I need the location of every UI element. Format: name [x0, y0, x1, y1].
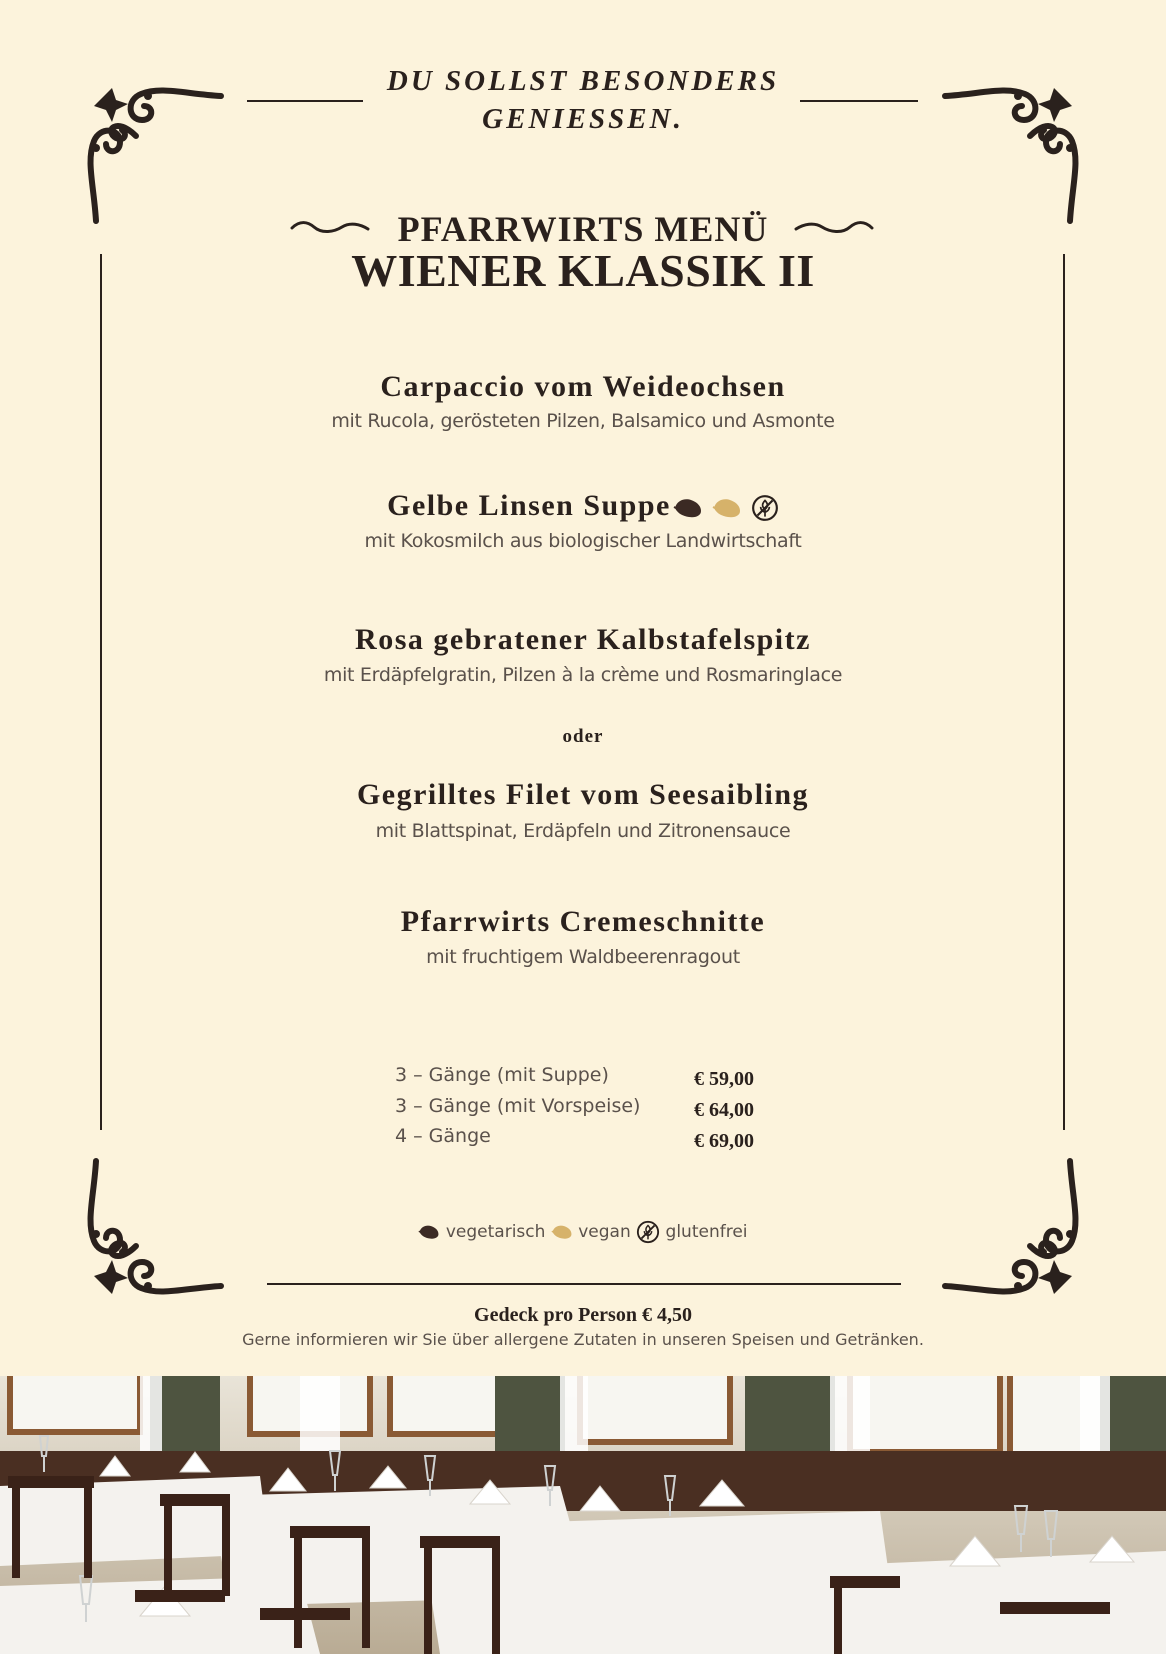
course-description: mit Rucola, gerösteten Pilzen, Balsamico und Asmonte: [331, 410, 835, 432]
course-name: Rosa gebratener Kalbstafelspitz: [355, 623, 811, 656]
course-name: Gegrilltes Filet vom Seesaibling: [356, 778, 810, 811]
motto-line1: DU SOLLST BESONDERS: [386, 65, 780, 97]
motto: [0, 62, 1166, 138]
vegan-icon: [551, 1224, 573, 1240]
price-label: 3 – Gänge (mit Vorspeise): [395, 1095, 641, 1117]
price-label: 3 – Gänge (mit Suppe): [395, 1064, 609, 1086]
glutenfree-icon: [636, 1220, 660, 1244]
vegetarian-icon: [418, 1224, 440, 1240]
course-name: Carpaccio vom Weideochsen: [380, 370, 786, 403]
course-description: mit Kokosmilch aus biologischer Landwirtschaft: [364, 530, 802, 552]
vegetarian-icon: [673, 497, 703, 519]
price-label: 4 – Gänge: [395, 1125, 491, 1147]
price-value: € 64,00: [694, 1099, 754, 1121]
menu-title: PFARRWIRTS MENÜ: [397, 209, 769, 249]
legend-vegan: vegan: [578, 1222, 631, 1242]
cover-charge: Gedeck pro Person € 4,50: [474, 1304, 692, 1326]
course-name: Gelbe Linsen Suppe: [387, 489, 671, 522]
legend-vegetarian: vegetarisch: [445, 1222, 546, 1242]
course-separator: oder: [562, 726, 604, 747]
legend-glutenfree: glutenfrei: [665, 1222, 748, 1242]
vegan-icon: [712, 497, 742, 519]
allergen-note: Gerne informieren wir Sie über allergene Zutaten in unseren Speisen und Getränken.: [242, 1330, 924, 1349]
course-description: mit fruchtigem Waldbeerenragout: [426, 946, 740, 968]
menu-subtitle: WIENER KLASSIK II: [351, 245, 815, 296]
glutenfree-icon: [751, 494, 779, 522]
footer-rule: [267, 1283, 901, 1285]
motto-line2: GENIESSEN.: [482, 103, 684, 135]
course-description: mit Blattspinat, Erdäpfeln und Zitronensauce: [375, 820, 791, 842]
price-value: € 69,00: [694, 1130, 754, 1152]
course-name: Pfarrwirts Cremeschnitte: [400, 905, 766, 938]
course-name-with-icons: [0, 489, 1166, 523]
diet-legend: [0, 1220, 1166, 1244]
price-value: € 59,00: [694, 1068, 754, 1090]
course-description: mit Erdäpfelgratin, Pilzen à la crème und Rosmaringlace: [323, 664, 843, 686]
restaurant-photo: [0, 1376, 1166, 1654]
